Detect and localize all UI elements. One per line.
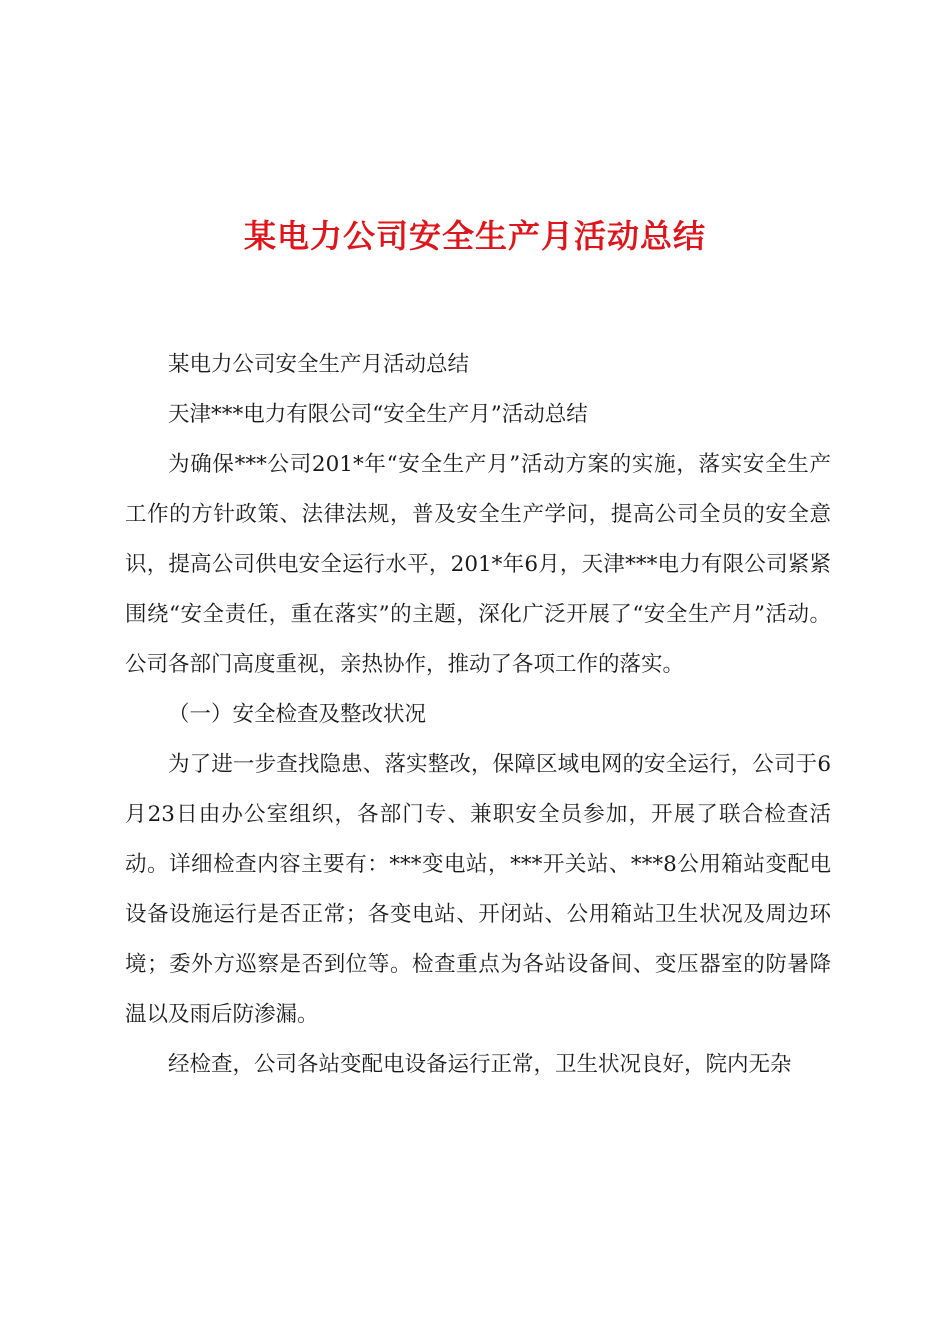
section-heading: （一）安全检查及整改状况	[168, 702, 427, 727]
intro-paragraph: 为确保***公司201*年“安全生产月”活动方案的实施，落实安全生产工作的方针政策、法律法规，普及安全生产学问，提高公司全员的安全意识，提高公司供电安全运行水平，201*年6月，天津***电力有限公司紧紧围绕“安全责任，重在落实”的主题，深化广泛开展了“安全生产月”活动。公司各部门高度重视，亲热协作，推动了各项工作的落实。	[125, 452, 831, 677]
inspection-paragraph: 为了进一步查找隐患、落实整改，保障区域电网的安全运行，公司于6月23日由办公室组织，各部门专、兼职安全员参加，开展了联合检查活动。详细检查内容主要有：***变电站，***开关站、***8公用箱站变配电设备设施运行是否正常；各变电站、开闭站、公用箱站卫生状况及周边环境；委外方巡察是否到位等。检查重点为各站设备间、变压器室的防暑降温以及雨后防渗漏。	[125, 752, 831, 1027]
result-paragraph: 经检查，公司各站变配电设备运行正常，卫生状况良好，院内无杂	[168, 1052, 792, 1077]
subtitle-paragraph: 某电力公司安全生产月活动总结	[168, 352, 470, 377]
document-title: 某电力公司安全生产月活动总结	[243, 217, 706, 255]
document-body	[125, 340, 831, 1090]
company-heading-paragraph: 天津***电力有限公司“安全生产月”活动总结	[168, 402, 588, 427]
